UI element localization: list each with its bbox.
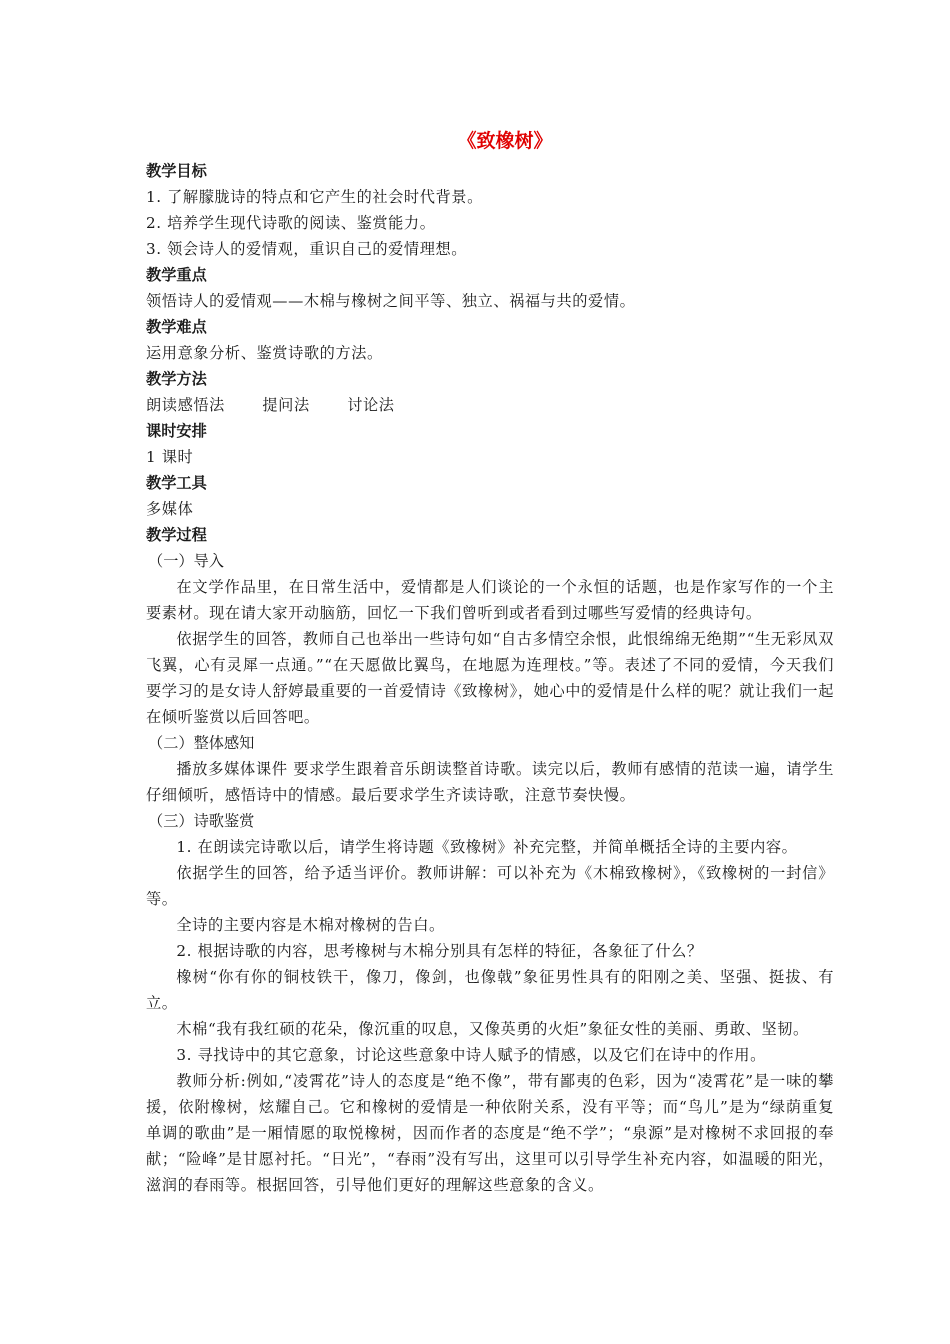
method-item: 朗读感悟法 xyxy=(146,396,225,414)
paragraph: 2. 根据诗歌的内容，思考橡树与木棉分别具有怎样的特征，各象征了什么？ xyxy=(176,942,703,960)
paragraph: 教师分析:例如,“凌霄花”诗人的态度是“绝不像”，带有鄙夷的色彩，因为“凌霄花”是一味的攀援，依附橡树，炫耀自己。它和橡树的爱情是一种依附关系，没有平等；而“鸟儿”是为“绿荫重复单调的歌曲”是一厢情愿的取悦橡树，因而作者的态度是“绝不学”；“泉源”是对橡树不求回报的奉献；“险峰”是甘愿衬托。“日光”，“春雨”没有写出，这里可以引导学生补充内容，如温暖的阳光，滋润的春雨等。根据回答，引导他们更好的理解这些意象的含义。 xyxy=(146,1072,834,1194)
tools-heading: 教学工具 xyxy=(146,474,207,492)
key-points-text: 领悟诗人的爱情观——木棉与橡树之间平等、独立、祸福与共的爱情。 xyxy=(146,292,636,310)
paragraph: 3. 寻找诗中的其它意象，讨论这些意象中诗人赋予的情感，以及它们在诗中的作用。 xyxy=(176,1046,766,1064)
difficulties-heading: 教学难点 xyxy=(146,318,207,336)
objective-item: 1. 了解朦胧诗的特点和它产生的社会时代背景。 xyxy=(146,188,483,206)
section-heading: （二）整体感知 xyxy=(148,734,255,752)
paragraph: 橡树“你有你的铜枝铁干，像刀，像剑，也像戟”象征男性具有的阳刚之美、坚强、挺拔、有立。 xyxy=(146,968,834,1012)
tools-text: 多媒体 xyxy=(146,500,194,518)
paragraph: 依据学生的回答，给予适当评价。教师讲解：可以补充为《木棉致橡树》，《致橡树的一封信》等。 xyxy=(146,864,834,908)
paragraph: 1. 在朗读完诗歌以后，请学生将诗题《致橡树》补充完整，并简单概括全诗的主要内容。 xyxy=(176,838,798,856)
objectives-heading: 教学目标 xyxy=(146,162,207,180)
paragraph: 在文学作品里，在日常生活中，爱情都是人们谈论的一个永恒的话题，也是作家写作的一个主要素材。现在请大家开动脑筋，回忆一下我们曾听到或者看到过哪些写爱情的经典诗句。 xyxy=(146,578,834,622)
schedule-text: 1 课时 xyxy=(146,448,194,466)
process-heading: 教学过程 xyxy=(146,526,207,544)
paragraph: 依据学生的回答，教师自己也举出一些诗句如“自古多情空余恨，此恨绵绵无绝期”“生无彩凤双飞翼，心有灵犀一点通。”“在天愿做比翼鸟，在地愿为连理枝。”等。表述了不同的爱情，今天我们要学习的是女诗人舒婷最重要的一首爱情诗《致橡树》，她心中的爱情是什么样的呢？就让我们一起在倾听鉴赏以后回答吧。 xyxy=(146,630,834,726)
section-heading: （一）导入 xyxy=(148,552,224,570)
method-item: 提问法 xyxy=(262,396,310,414)
difficulties-text: 运用意象分析、鉴赏诗歌的方法。 xyxy=(146,344,383,362)
key-points-heading: 教学重点 xyxy=(146,266,207,284)
objective-item: 3. 领会诗人的爱情观，重识自己的爱情理想。 xyxy=(146,240,468,258)
objective-item: 2. 培养学生现代诗歌的阅读、鉴赏能力。 xyxy=(146,214,436,232)
paragraph: 播放多媒体课件 要求学生跟着音乐朗读整首诗歌。读完以后，教师有感情的范读一遍，请学生仔细倾听，感悟诗中的情感。最后要求学生齐读诗歌，注意节奏快慢。 xyxy=(146,760,834,804)
paragraph: 全诗的主要内容是木棉对橡树的告白。 xyxy=(176,916,445,934)
methods-heading: 教学方法 xyxy=(146,370,207,388)
section-heading: （三）诗歌鉴赏 xyxy=(148,812,255,830)
document-page xyxy=(146,128,834,1198)
schedule-heading: 课时安排 xyxy=(146,422,207,440)
methods-list xyxy=(146,392,834,418)
paragraph: 木棉“我有我红硕的花朵，像沉重的叹息，又像英勇的火炬”象征女性的美丽、勇敢、坚韧。 xyxy=(176,1020,809,1038)
document-title: 《致橡树》 xyxy=(457,130,553,152)
method-item: 讨论法 xyxy=(347,396,395,414)
